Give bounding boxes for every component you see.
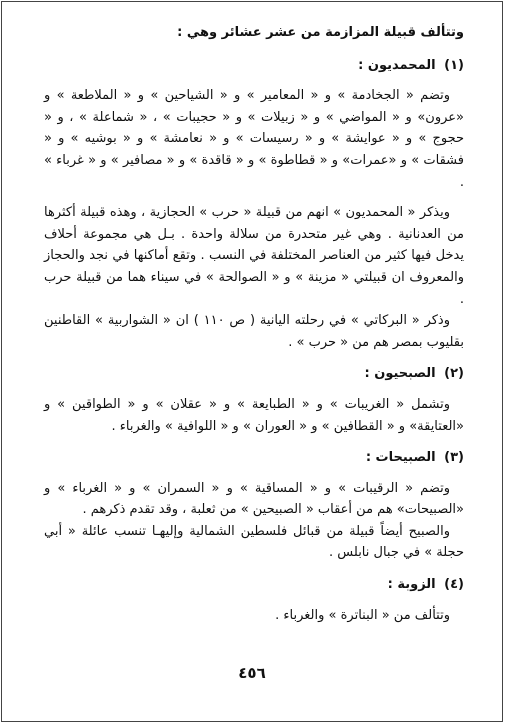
- section-title: الصبيحات :: [365, 450, 436, 466]
- section-zawba: [44, 574, 464, 626]
- page-frame: [1, 1, 503, 722]
- section-subayhat: [44, 447, 464, 564]
- intro-line: وتتألف قبيلة المزازمة من عشر عشائر وهي :: [177, 25, 464, 40]
- section-number: (٣): [444, 450, 464, 466]
- section-heading: [44, 363, 464, 385]
- section-paragraph: وتشمل « الغريبات » و « الطبايعة » و « عقلان » و « الطواقين » و «العتايقة» و « القطافين » و « العوران » و « اللوافية » والغرباء .: [44, 396, 464, 434]
- section-paragraph: ويذكر « المحمديون » انهم من قبيلة « حرب » الحجازية ، وهذه قبيلة أكثرها من العدنانية . وهي غير متحدرة من سلالة واحدة . بـل هي مجموعة أحلاف يدخل فيها كثير من العناصر المختلفة في النسب . وتقع أماكنها في نجد والحجاز والمعروف ان قبيلتي « مزينة » و « الصوالحة » في سيناء هما من قبيلة حرب .: [44, 205, 464, 307]
- section-paragraph: وذكر « البركاتي » في رحلته اليانية ( ص ١١٠ ) ان « الشواربية » القاطنين بقليوب بمصر هم من « حرب » .: [44, 313, 464, 350]
- section-heading: [44, 55, 464, 77]
- section-title: الصبحيون :: [364, 366, 436, 382]
- section-muhammadiyun: [44, 55, 464, 354]
- section-heading: [44, 574, 464, 596]
- section-number: (١): [444, 57, 464, 73]
- section-paragraph: وتتألف من « البناترة » والغرباء .: [275, 607, 450, 623]
- page-content: [44, 22, 464, 626]
- section-heading: [44, 447, 464, 469]
- section-number: (٢): [444, 366, 464, 382]
- section-paragraph: والصبيح أيضاً قبيلة من قبائل فلسطين الشمالية وإليهـا تنسب عائلة « أبي حجلة » في جبال نابلس .: [44, 523, 464, 561]
- section-title: المحمديون :: [358, 57, 436, 73]
- section-number: (٤): [444, 577, 464, 593]
- section-paragraph: وتضم « الجخادمة » و « المعامير » و « الشياحين » و « الملاطعة » و «عرون» و « المواضي » و « زبيلات » و « حجيبات » ، « شماعلة » ، و « حجوج » و « عوايشة » و « رسيسات » و « نعامشة » و « بوشيه » و « فشقات » و «عمرات» و « قطاطوة » و « قاقدة » و « مصافير » و « غرباء » .: [44, 88, 464, 190]
- section-subhiyun: [44, 363, 464, 437]
- page-number: ٤٥٦: [238, 664, 266, 682]
- section-title: الزوبة :: [387, 577, 436, 593]
- section-paragraph: وتضم « الرقيبات » و « المساقية » و « السمران » و « الغرباء » و «الصبيحات» هم من أعقاب « الصبيحين » من ثعلبة ، وقد تقدم ذكرهم .: [44, 480, 464, 518]
